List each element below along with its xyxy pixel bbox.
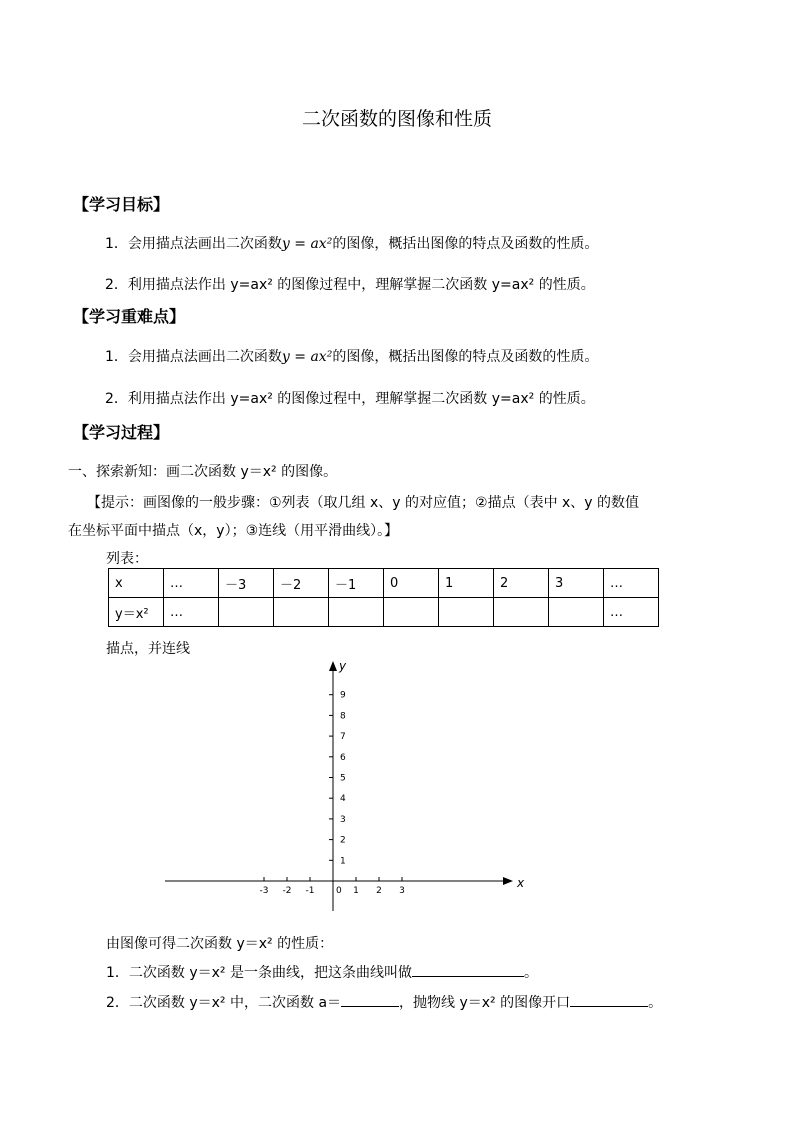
objective-item-1-prefix: 1．会用描点法画出二次函数 [105, 236, 282, 252]
y-tick-label: 2 [340, 835, 346, 846]
property-1-suffix: 。 [524, 965, 538, 981]
x-ticks [260, 877, 405, 896]
y-tick-label: 1 [340, 856, 346, 867]
y-ticks [329, 691, 346, 867]
y-tick-label: 6 [340, 752, 346, 763]
x-tick-label: -2 [282, 886, 292, 896]
table-cell: 1 [439, 569, 494, 598]
y-tick-label: 3 [340, 814, 346, 825]
table-cell: －3 [219, 569, 274, 598]
table-cell: 2 [494, 569, 549, 598]
y-tick-label: 7 [340, 732, 346, 743]
y-tick-label: 5 [340, 773, 346, 784]
hint-line-1: 【提示：画图像的一般步骤：①列表（取几组 x、y 的对应值；②描点（表中 x、y 的数值 [87, 495, 640, 511]
objectives-heading: 【学习目标】 [73, 195, 170, 214]
table-cell: … [604, 569, 659, 598]
hint-line-2: 在坐标平面中描点（x，y）；③连线（用平滑曲线）。】 [68, 523, 399, 539]
table-cell: 0 [384, 569, 439, 598]
table-cell [329, 598, 384, 627]
property-1-prefix: 1．二次函数 y＝x² 是一条曲线，把这条曲线叫做 [106, 965, 412, 981]
table-row [109, 598, 659, 627]
table-cell: … [604, 598, 659, 627]
x-tick-label: 3 [399, 886, 405, 896]
table-cell: x [109, 569, 164, 598]
value-table [108, 568, 659, 627]
x-axis-label: x [517, 876, 525, 890]
table-cell [549, 598, 604, 627]
key-point-item-1 [105, 346, 598, 366]
objective-item-1-suffix: 的图像，概括出图像的特点及函数的性质。 [332, 236, 599, 252]
table-cell: y＝x² [109, 598, 164, 627]
page-title: 二次函数的图像和性质 [301, 108, 492, 130]
properties-intro: 由图像可得二次函数 y＝x² 的性质： [106, 936, 334, 952]
property-2 [106, 992, 662, 1012]
property-1 [106, 962, 538, 982]
objective-item-1 [105, 233, 598, 253]
y-tick-label: 8 [340, 711, 346, 722]
y-axis-label: y [339, 659, 347, 673]
objective-item-2: 2．利用描点法作出 y=ax² 的图像过程中，理解掌握二次函数 y=ax² 的性质。 [105, 277, 595, 293]
property-2-blank-opening[interactable] [570, 992, 648, 1007]
property-1-blank[interactable] [412, 962, 524, 977]
property-2-blank-a[interactable] [341, 992, 399, 1007]
y-tick-label: 4 [340, 794, 346, 805]
y-axis-arrow [329, 661, 337, 671]
key-point-item-2: 2．利用描点法作出 y=ax² 的图像过程中，理解掌握二次函数 y=ax² 的性质。 [105, 391, 595, 407]
x-tick-label: 1 [353, 886, 359, 896]
table-cell [384, 598, 439, 627]
key-point-item-1-prefix: 1．会用描点法画出二次函数 [105, 349, 282, 365]
table-cell: －2 [274, 569, 329, 598]
table-cell [494, 598, 549, 627]
key-points-heading: 【学习重难点】 [73, 307, 186, 326]
table-row [109, 569, 659, 598]
table-cell [274, 598, 329, 627]
table-cell [219, 598, 274, 627]
plot-label: 描点，并连线 [106, 641, 190, 657]
x-tick-label: -3 [259, 886, 269, 896]
section-1-title: 一、探索新知：画二次函数 y＝x² 的图像。 [68, 464, 338, 480]
key-point-item-1-formula: y = ax² [281, 349, 333, 365]
x-axis-arrow [503, 877, 513, 885]
table-cell [439, 598, 494, 627]
x-tick-label: 0 [336, 886, 342, 896]
table-label: 列表： [106, 551, 148, 567]
property-2-prefix: 2．二次函数 y＝x² 中，二次函数 a＝ [106, 995, 342, 1011]
table-cell: … [164, 569, 219, 598]
process-heading: 【学习过程】 [73, 423, 170, 442]
property-2-suffix: 。 [648, 995, 663, 1011]
coordinate-graph [160, 655, 530, 915]
objective-item-1-formula: y = ax² [281, 236, 333, 252]
x-tick-label: -1 [305, 886, 315, 896]
property-2-middle: ，抛物线 y＝x² 的图像开口 [399, 995, 571, 1011]
y-tick-label: 9 [340, 690, 346, 701]
key-point-item-1-suffix: 的图像，概括出图像的特点及函数的性质。 [332, 349, 599, 365]
table-cell: －1 [329, 569, 384, 598]
table-cell: … [164, 598, 219, 627]
x-tick-label: 2 [376, 886, 382, 896]
table-cell: 3 [549, 569, 604, 598]
